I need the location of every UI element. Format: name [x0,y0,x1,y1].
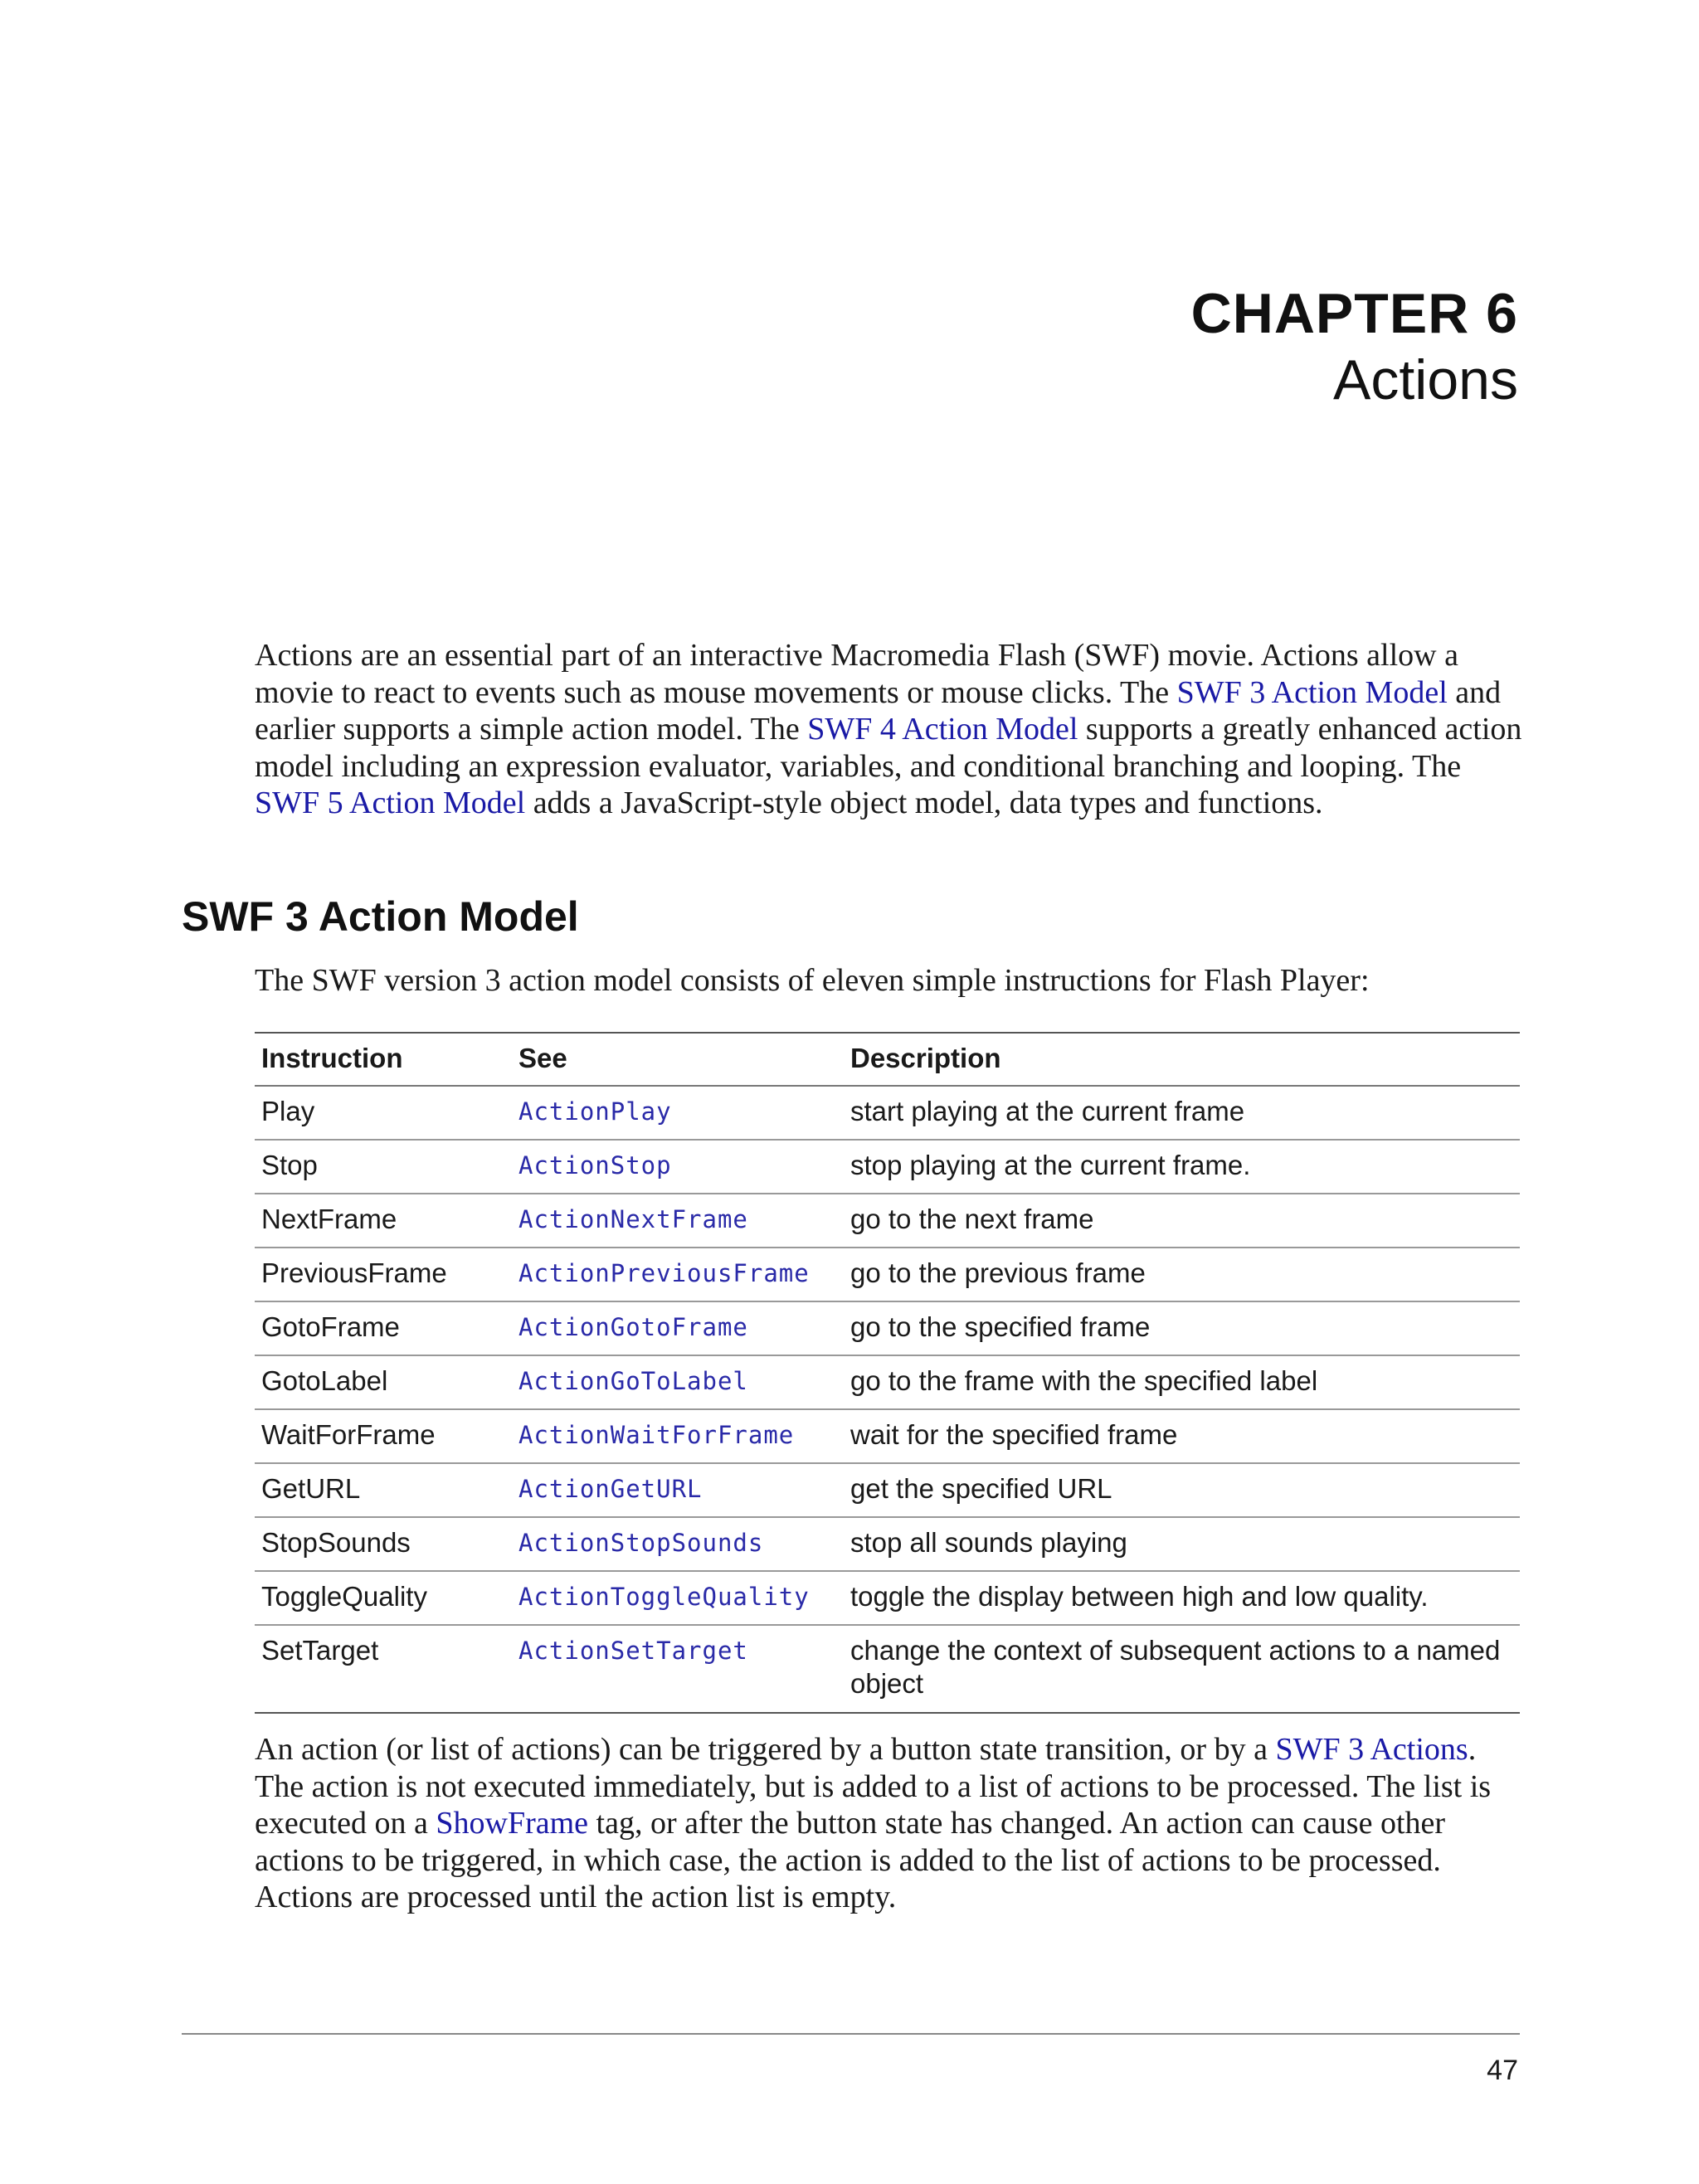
cell-see-link[interactable]: ActionPreviousFrame [512,1248,844,1301]
intro-text-1: Actions are an essential part of an interactive Macromedia Flash (SWF) movie. Actions allow a movie to react to events such as mouse movements or mouse clicks. The [255,638,1458,710]
cell-description: toggle the display between high and low quality. [844,1571,1520,1625]
table-row [255,1355,1520,1409]
link-showframe[interactable]: ShowFrame [436,1806,589,1841]
cell-see-link[interactable]: ActionSetTarget [518,1637,748,1665]
cell-description: wait for the specified frame [844,1409,1520,1463]
cell-description: change the context of subsequent actions to a named object [850,1635,1501,1699]
cell-instruction: GotoLabel [255,1355,512,1409]
instructions-table-wrapper [255,1032,1520,1714]
intro-text-4: adds a JavaScript-style object model, data types and functions. [525,786,1323,820]
cell-instruction: ToggleQuality [255,1571,512,1625]
header-description: Description [844,1033,1520,1086]
cell-description: go to the frame with the specified label [844,1355,1520,1409]
table-row [255,1517,1520,1571]
table-row [255,1409,1520,1463]
chapter-header [1191,280,1518,413]
cell-description: go to the previous frame [844,1248,1520,1301]
cell-instruction: GetURL [255,1463,512,1517]
cell-instruction: WaitForFrame [255,1409,512,1463]
section-heading: SWF 3 Action Model [182,893,579,940]
section-intro: The SWF version 3 action model consists of eleven simple instructions for Flash Player: [255,963,1370,998]
cell-description: stop all sounds playing [844,1517,1520,1571]
cell-see-link[interactable]: ActionGoToLabel [512,1355,844,1409]
table-row [255,1625,1520,1713]
cell-see-link[interactable]: ActionPlay [512,1086,844,1140]
table-header-row [255,1033,1520,1086]
cell-instruction: Stop [255,1140,512,1194]
intro-text-3: supports a greatly enhanced action model including an expression evaluator, variables, and conditional branching and looping. The [255,712,1522,784]
header-see: See [512,1033,844,1086]
chapter-title: Actions [1333,348,1518,411]
cell-instruction: StopSounds [255,1517,512,1571]
cell-see-link[interactable]: ActionWaitForFrame [512,1409,844,1463]
table-row [255,1194,1520,1248]
cell-instruction: GotoFrame [255,1301,512,1355]
cell-see-link[interactable]: ActionStop [512,1140,844,1194]
cell-instruction: SetTarget [261,1635,379,1666]
chapter-label: CHAPTER 6 [1190,282,1518,345]
table-row [255,1086,1520,1140]
cell-see-link[interactable]: ActionNextFrame [512,1194,844,1248]
footer-divider [182,2033,1520,2035]
table-row [255,1248,1520,1301]
cell-instruction: Play [255,1086,512,1140]
instructions-table [255,1032,1520,1714]
table-row [255,1571,1520,1625]
link-swf4-action-model[interactable]: SWF 4 Action Model [807,712,1078,747]
cell-instruction: PreviousFrame [255,1248,512,1301]
link-swf5-action-model[interactable]: SWF 5 Action Model [255,786,526,820]
cell-see-link[interactable]: ActionStopSounds [512,1517,844,1571]
closing-text-2: . The action is not executed immediately, but is added to a list of actions to be processed. The list is executed on a [255,1732,1492,1841]
cell-instruction: NextFrame [255,1194,512,1248]
closing-text-1: An action (or list of actions) can be triggered by a button state transition, or by a [255,1732,1276,1767]
cell-see-link[interactable]: ActionGetURL [512,1463,844,1517]
cell-description: go to the next frame [844,1194,1520,1248]
cell-description: start playing at the current frame [844,1086,1520,1140]
page-number: 47 [1487,2055,1518,2086]
intro-paragraph [255,637,1532,822]
header-instruction: Instruction [255,1033,512,1086]
cell-description: go to the specified frame [844,1301,1520,1355]
table-row [255,1140,1520,1194]
cell-see-link[interactable]: ActionToggleQuality [512,1571,844,1625]
table-row [255,1463,1520,1517]
closing-text-3: tag, or after the button state has changed. An action can cause other actions to be triggered, in which case, the action is added to the list of actions to be processed. Actions are processed until the action list is empty. [255,1806,1446,1914]
cell-see-link[interactable]: ActionGotoFrame [512,1301,844,1355]
cell-description: get the specified URL [844,1463,1520,1517]
link-swf3-action-model[interactable]: SWF 3 Action Model [1176,674,1448,710]
intro-text-2: and earlier supports a simple action model. The [255,674,1502,747]
closing-paragraph [255,1731,1532,1916]
cell-description: stop playing at the current frame. [844,1140,1520,1194]
link-swf3-actions[interactable]: SWF 3 Actions [1275,1732,1468,1767]
table-row [255,1301,1520,1355]
